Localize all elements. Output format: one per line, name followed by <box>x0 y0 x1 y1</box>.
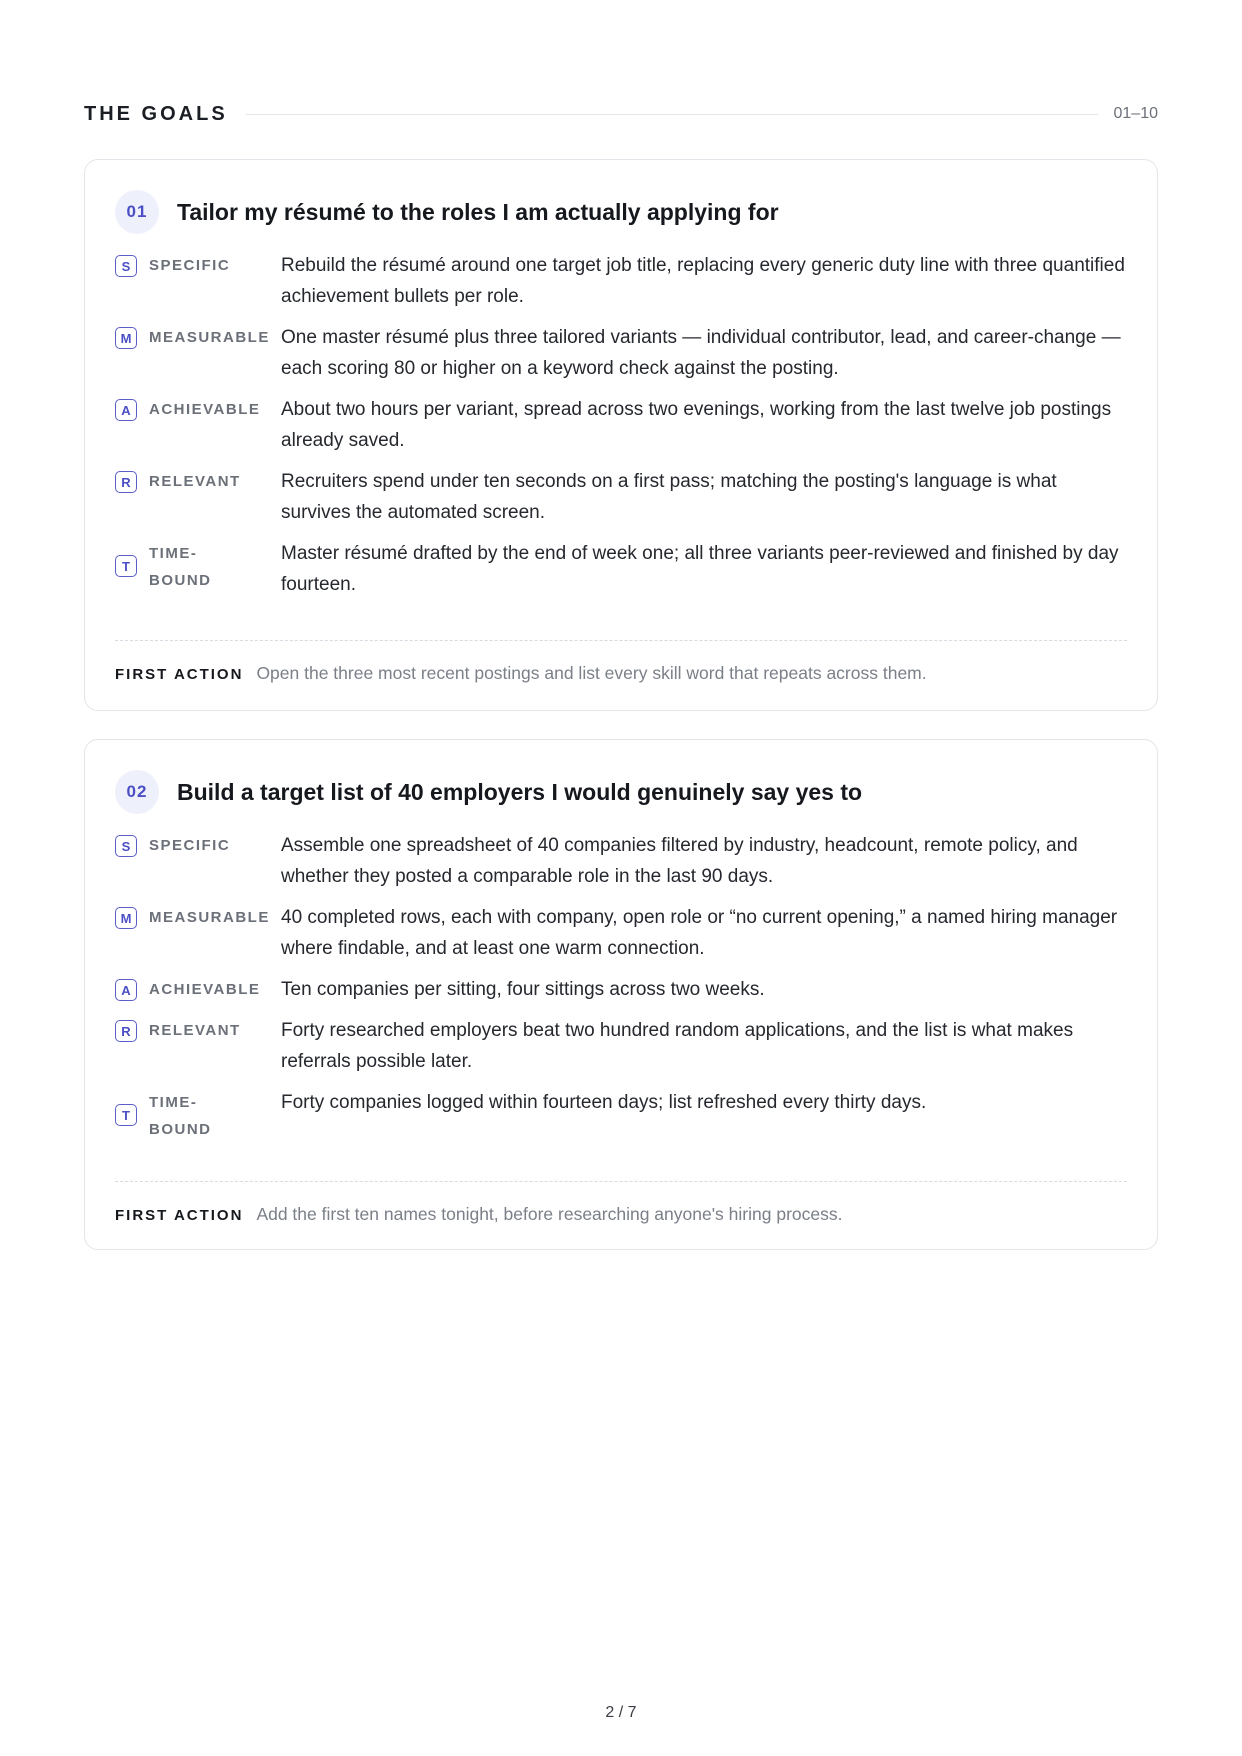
criterion-text: Rebuild the résumé around one target job title, replacing every generic duty line with three quantified achievement bullets per role. <box>281 255 1125 307</box>
criterion-label: MEASURABLE <box>149 329 270 346</box>
criterion-label: SPECIFIC <box>149 257 231 274</box>
letter-m-icon: M <box>115 327 137 349</box>
criterion-text: About two hours per variant, spread across two evenings, working from the last twelve job postings already saved. <box>281 399 1112 451</box>
letter-s-icon: S <box>115 255 137 277</box>
goal-number-badge: 02 <box>115 770 159 814</box>
criterion-time-bound <box>115 540 1127 600</box>
dashed-divider <box>115 640 1127 641</box>
criterion-label: RELEVANT <box>149 473 241 490</box>
goal-card-02 <box>84 739 1158 1250</box>
letter-r-icon: R <box>115 471 137 493</box>
criterion-achievable <box>115 976 1127 1005</box>
criterion-label: TIME-BOUND <box>149 1094 212 1138</box>
criterion-achievable <box>115 396 1127 456</box>
criterion-text: Assemble one spreadsheet of 40 companies filtered by industry, headcount, remote policy, and whether they posted a comparable role in the last 90 days. <box>281 835 1078 887</box>
section-divider <box>246 114 1098 115</box>
letter-t-icon: T <box>115 1104 137 1126</box>
first-action-text: Add the first ten names tonight, before researching anyone's hiring process. <box>256 1204 843 1224</box>
first-action <box>115 1204 842 1225</box>
criterion-specific <box>115 252 1127 312</box>
criterion-relevant <box>115 1017 1127 1077</box>
goal-number-badge: 01 <box>115 190 159 234</box>
letter-a-icon: A <box>115 979 137 1001</box>
first-action-label: FIRST ACTION <box>115 666 244 683</box>
section-title: THE GOALS <box>84 102 228 125</box>
criterion-label: SPECIFIC <box>149 837 231 854</box>
criterion-text: 40 completed rows, each with company, open role or “no current opening,” a named hiring manager where findable, and at least one warm connection. <box>281 907 1118 959</box>
criterion-text: Ten companies per sitting, four sittings across two weeks. <box>281 979 765 1000</box>
letter-m-icon: M <box>115 907 137 929</box>
page-number: 2 / 7 <box>605 1704 637 1721</box>
criterion-label: RELEVANT <box>149 1022 241 1039</box>
smart-criteria-list <box>115 832 1127 1143</box>
criterion-specific <box>115 832 1127 892</box>
criterion-text: One master résumé plus three tailored variants — individual contributor, lead, and career-change — each scoring 80 or higher on a keyword check against the posting. <box>281 327 1121 379</box>
criterion-text: Recruiters spend under ten seconds on a first pass; matching the posting's language is what survives the automated screen. <box>281 471 1057 523</box>
first-action-text: Open the three most recent postings and list every skill word that repeats across them. <box>256 663 927 683</box>
dashed-divider <box>115 1181 1127 1182</box>
criterion-measurable <box>115 904 1127 964</box>
criterion-label: ACHIEVABLE <box>149 981 261 998</box>
letter-r-icon: R <box>115 1020 137 1042</box>
letter-s-icon: S <box>115 835 137 857</box>
goal-title: Tailor my résumé to the roles I am actually applying for <box>177 198 779 225</box>
first-action <box>115 663 927 684</box>
criterion-label: MEASURABLE <box>149 909 270 926</box>
criterion-relevant <box>115 468 1127 528</box>
criterion-measurable <box>115 324 1127 384</box>
criterion-label: ACHIEVABLE <box>149 401 261 418</box>
first-action-label: FIRST ACTION <box>115 1207 244 1224</box>
goal-card-01 <box>84 159 1158 711</box>
goal-header <box>115 190 779 234</box>
section-header <box>84 100 1158 128</box>
goal-header <box>115 770 862 814</box>
letter-t-icon: T <box>115 555 137 577</box>
letter-a-icon: A <box>115 399 137 421</box>
section-range: 01–10 <box>1113 105 1158 122</box>
criterion-text: Master résumé drafted by the end of week one; all three variants peer-reviewed and finished by day fourteen. <box>281 543 1119 595</box>
criterion-text: Forty companies logged within fourteen days; list refreshed every thirty days. <box>281 1092 927 1113</box>
smart-criteria-list <box>115 252 1127 600</box>
criterion-label: TIME-BOUND <box>149 545 212 589</box>
criterion-time-bound <box>115 1089 1127 1143</box>
goal-title: Build a target list of 40 employers I would genuinely say yes to <box>177 778 863 805</box>
criterion-text: Forty researched employers beat two hundred random applications, and the list is what makes referrals possible later. <box>281 1020 1074 1072</box>
